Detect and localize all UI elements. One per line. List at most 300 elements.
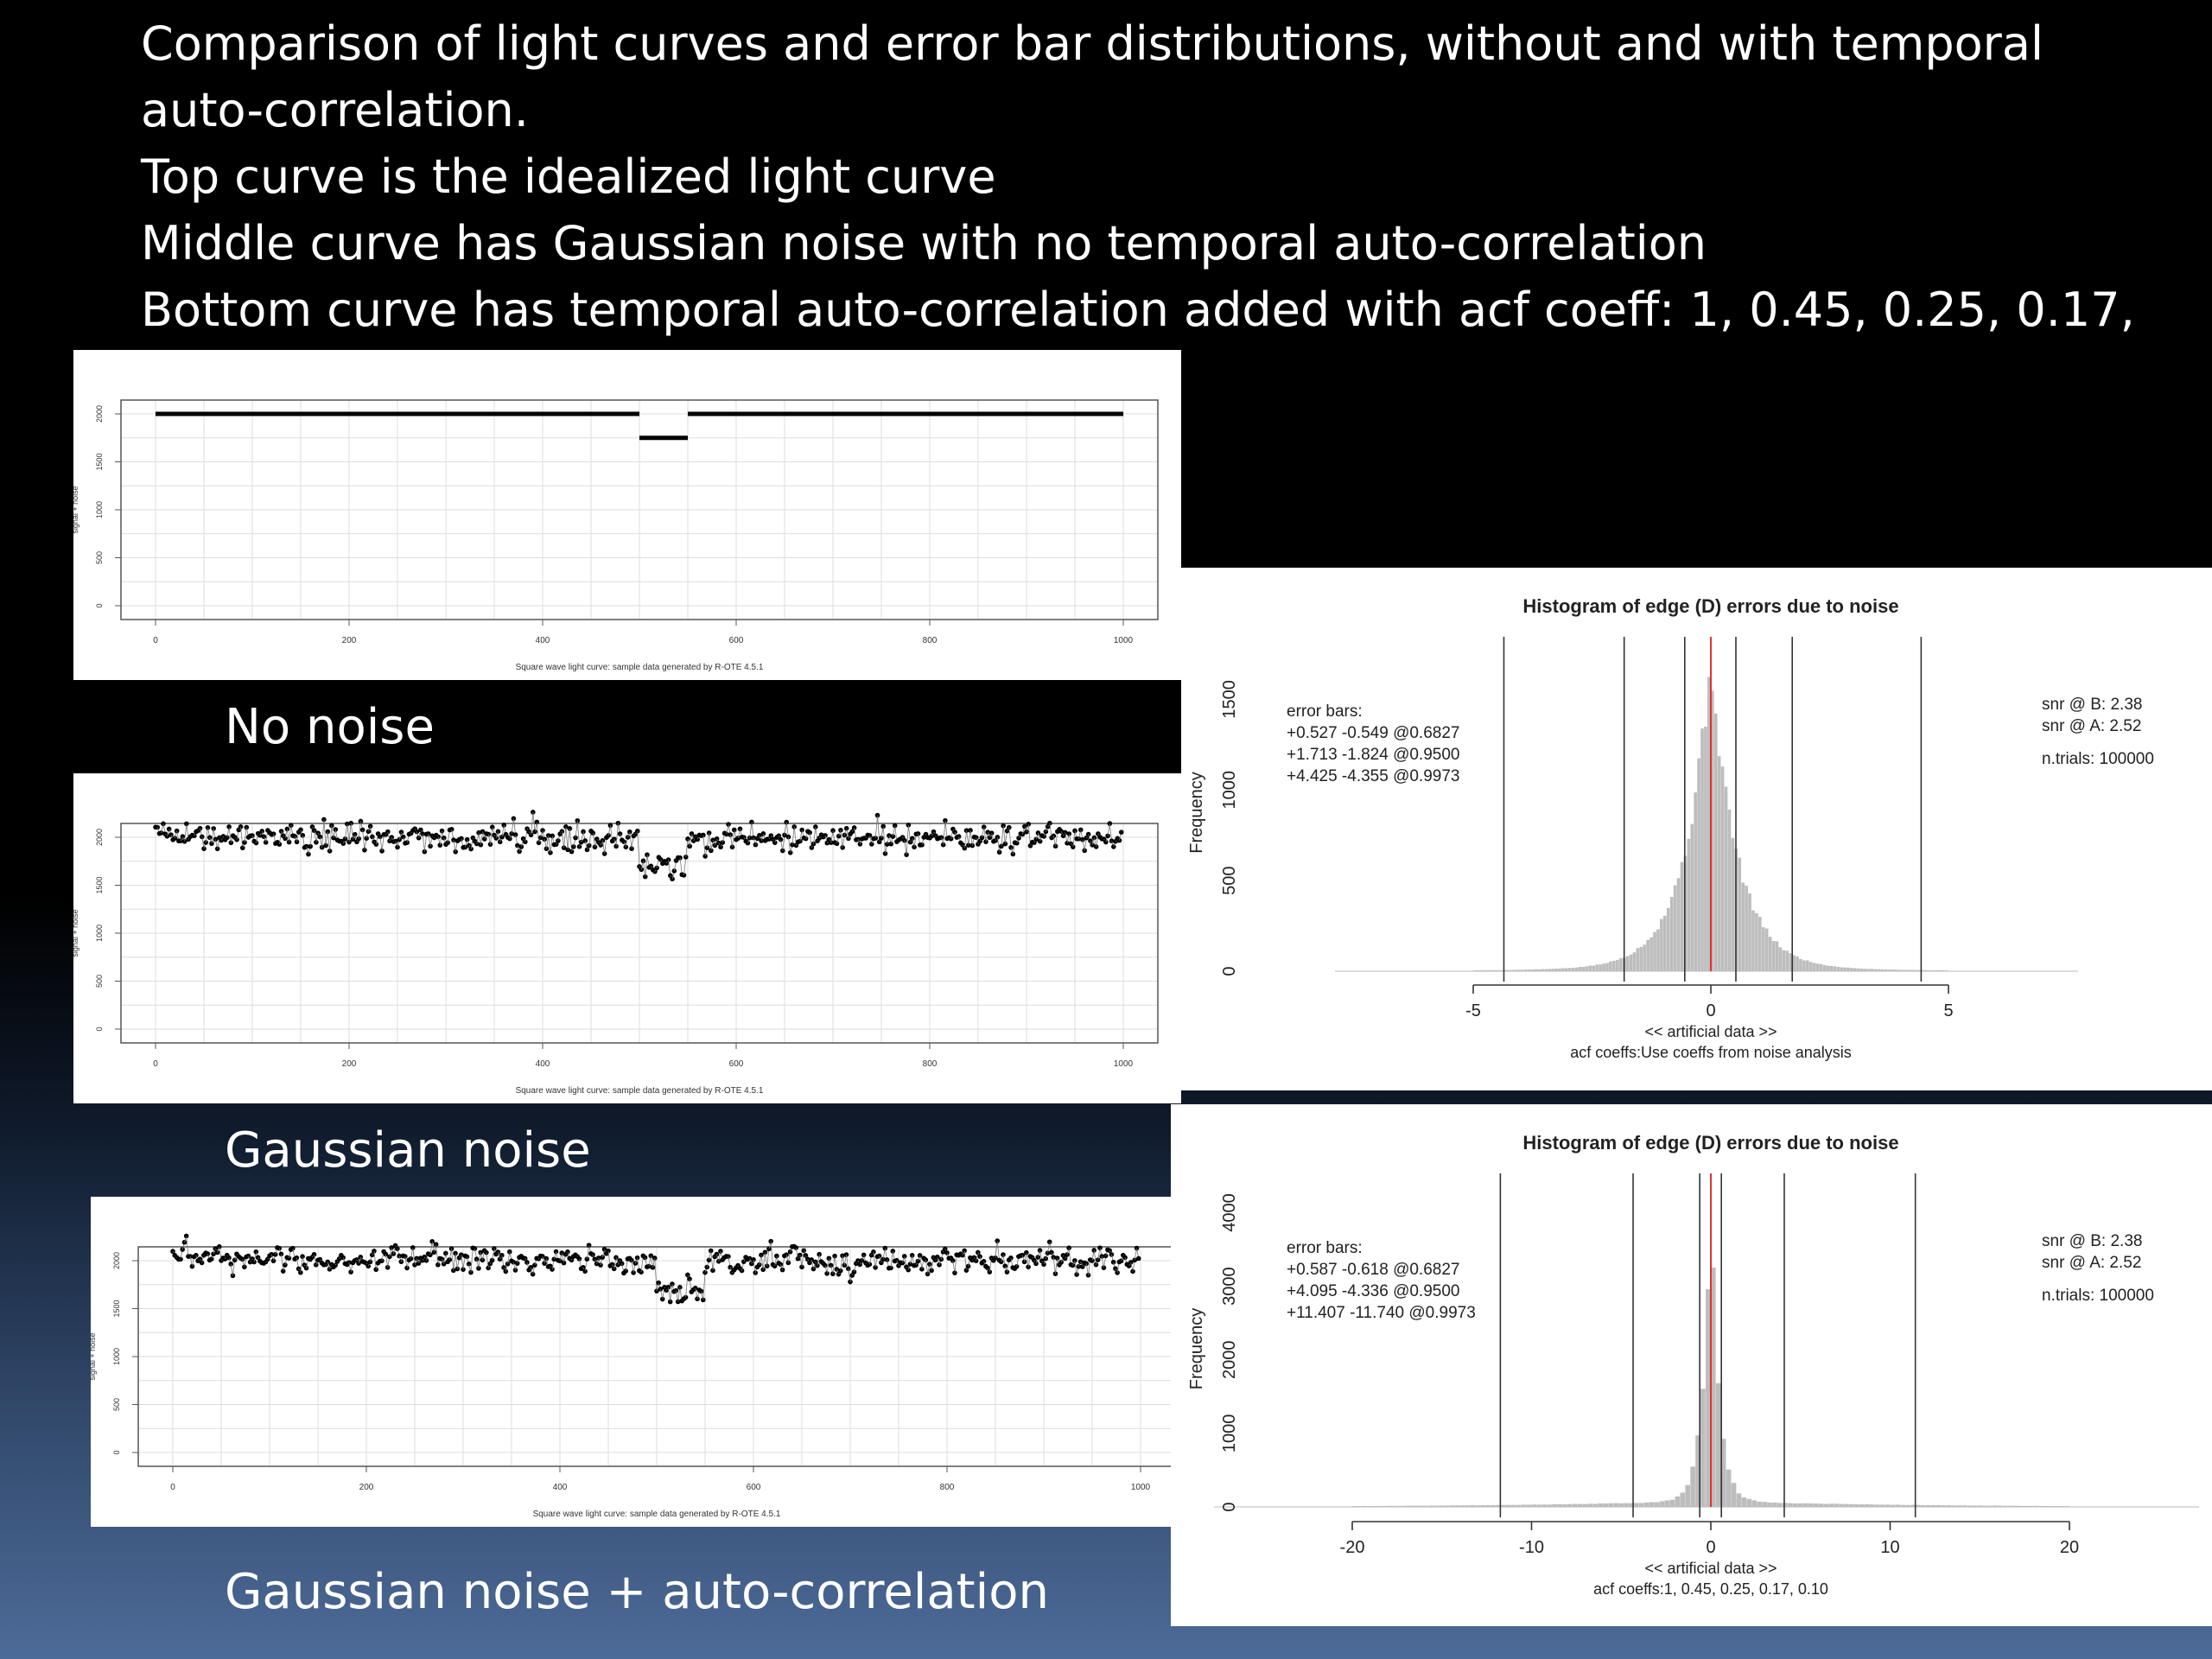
histogram-bar — [1884, 969, 1887, 971]
light-curve-segment — [841, 830, 842, 848]
histogram-bar — [1957, 1505, 1962, 1507]
light-curve-point — [287, 1255, 292, 1261]
histogram-bar — [1911, 970, 1915, 971]
histogram-bar — [1769, 937, 1772, 971]
error-bar-entry: +4.425 -4.355 @0.9973 — [1287, 767, 1460, 785]
x-tick-label: 200 — [341, 1059, 357, 1069]
histogram-bar — [1578, 1504, 1583, 1507]
light-curve-point — [215, 1250, 220, 1255]
light-curve-point — [1092, 836, 1097, 841]
histogram-bar — [1630, 955, 1633, 971]
histogram-bar — [1643, 944, 1646, 971]
histogram-bar — [1455, 1505, 1460, 1507]
histogram-bar — [1796, 957, 1799, 971]
histogram-bar — [1567, 1504, 1573, 1507]
histogram-bar — [1755, 913, 1758, 971]
subtitle: acf coeffs:1, 0.45, 0.25, 0.17, 0.10 — [1593, 1580, 1828, 1598]
histogram-bar — [1827, 966, 1830, 971]
x-tick-label: 400 — [552, 1483, 568, 1492]
light-curve-point — [633, 1261, 639, 1266]
light-curve-point — [306, 852, 311, 857]
light-curve-segment — [363, 830, 365, 849]
x-axis-label: Square wave light curve: sample data generated by R-OTE 4.5.1 — [532, 1510, 781, 1519]
histogram-bar — [1871, 969, 1874, 971]
histogram-bar — [1602, 963, 1605, 971]
light-curve-segment — [771, 1242, 772, 1265]
histogram-bar — [1582, 967, 1586, 971]
histogram-bar — [1510, 970, 1514, 971]
histogram-bar — [1803, 1503, 1808, 1507]
ntrials-label: n.trials: 100000 — [2042, 1287, 2154, 1305]
x-tick-label: 0 — [153, 1059, 158, 1069]
x-tick-label: 1000 — [1130, 1483, 1151, 1492]
histogram-bar — [1378, 1506, 1383, 1507]
light-curve-point — [283, 1262, 288, 1268]
histogram-bar — [1942, 1505, 1947, 1507]
light-curve-point — [246, 1254, 251, 1259]
histogram-bar — [1593, 1503, 1599, 1507]
light-curve-point — [442, 836, 447, 841]
histogram-bar — [1751, 1500, 1757, 1507]
x-tick-label: -5 — [1465, 1001, 1481, 1020]
x-tick-label: 1000 — [1113, 636, 1134, 645]
light-curve-point — [919, 842, 925, 848]
y-tick-label: 1500 — [1220, 680, 1239, 719]
intro-line-3: Middle curve has Gaussian noise with no temporal auto-correlation — [141, 216, 1707, 270]
histogram-bar — [1728, 810, 1732, 971]
light-curve-point — [1136, 1256, 1141, 1262]
x-tick-label: 0 — [170, 1483, 175, 1492]
histogram-bar — [1982, 1506, 1987, 1507]
histogram-bar — [1834, 1503, 1839, 1507]
x-tick-label: 200 — [341, 636, 357, 645]
histogram-bar — [1854, 1504, 1859, 1507]
light-curve-point — [200, 1261, 205, 1266]
histogram-bar — [1545, 969, 1548, 971]
histogram-bar — [1904, 969, 1908, 971]
histogram-bar — [1777, 1503, 1783, 1507]
histogram-bar — [1688, 839, 1691, 971]
light-curve-point — [944, 1250, 950, 1255]
x-tick-label: -10 — [1519, 1538, 1544, 1557]
snr-b-label: snr @ B: 2.38 — [2042, 696, 2143, 714]
light-curve-point — [804, 836, 809, 842]
light-curve-segment — [562, 831, 563, 848]
light-curve-point — [565, 1249, 570, 1255]
light-curve-point — [1038, 839, 1043, 844]
histogram-bar — [1383, 1506, 1389, 1507]
light-curve-point — [827, 1255, 832, 1261]
histogram-bar — [2044, 1506, 2049, 1507]
histogram-bar — [1820, 964, 1823, 971]
histogram-bar — [1945, 970, 1948, 971]
light-curve-point — [939, 835, 944, 840]
light-curve-segment — [875, 816, 877, 838]
light-curve-point — [519, 844, 524, 849]
histogram-bar — [2059, 1506, 2064, 1507]
histogram-bar — [1895, 1504, 1900, 1507]
histogram-bar — [1535, 969, 1538, 971]
histogram-bar — [1783, 1503, 1788, 1507]
histogram-bar — [2064, 1506, 2069, 1507]
light-curve-point — [432, 1249, 437, 1255]
y-axis-label: signal + noise — [71, 486, 79, 534]
light-curve-point — [1055, 1255, 1060, 1261]
light-curve-point — [1111, 1260, 1116, 1265]
histogram-bar — [1952, 1505, 1957, 1507]
histogram-bar — [1839, 1504, 1844, 1507]
light-curve-segment — [289, 825, 291, 842]
histogram-bar — [1473, 970, 1477, 971]
histogram-bar — [1776, 941, 1779, 971]
histogram-bar — [1586, 966, 1589, 971]
histogram-bar — [1905, 1505, 1910, 1507]
histogram-bar — [1987, 1506, 1993, 1507]
light-curve-point — [801, 1249, 806, 1254]
histogram-bar — [1725, 787, 1728, 971]
light-curve-point — [715, 1252, 720, 1257]
light-curve-point — [746, 841, 751, 846]
light-curve-panel-gaussian — [73, 773, 1181, 1103]
y-tick-label: 2000 — [112, 1251, 121, 1270]
histogram-bar — [1738, 858, 1741, 971]
histogram-bar — [1424, 1506, 1429, 1507]
y-axis-label: signal + noise — [88, 1332, 97, 1381]
histogram-bar — [1819, 1503, 1824, 1507]
histogram-bar — [1516, 1505, 1522, 1507]
y-tick-label: 500 — [1220, 866, 1239, 895]
x-tick-label: 400 — [535, 636, 550, 645]
histogram-bar — [1809, 962, 1813, 971]
light-curve-segment — [549, 836, 550, 853]
light-curve-point — [997, 849, 1002, 855]
histogram-bar — [1527, 1504, 1532, 1507]
histogram-bar — [1880, 969, 1884, 971]
light-curve-point — [537, 840, 542, 845]
light-curve-point — [365, 1264, 371, 1269]
light-curve-segment — [1003, 826, 1005, 844]
histogram-bar — [2008, 1506, 2013, 1507]
histogram-bar — [1675, 1497, 1681, 1507]
histogram-bar — [1762, 927, 1765, 971]
histogram-bar — [1721, 766, 1725, 971]
light-curve-segment — [1109, 823, 1111, 841]
light-curve-point — [877, 1254, 882, 1259]
histogram-bar — [1599, 1503, 1604, 1507]
histogram-bar — [1741, 882, 1745, 971]
light-curve-panel-gaussian-acf — [88, 1197, 1181, 1527]
histogram-bar — [2049, 1506, 2054, 1507]
histogram-bar — [1758, 917, 1762, 971]
light-curve-point — [416, 836, 422, 841]
histogram-bar — [1844, 1504, 1849, 1507]
histogram-bar — [1908, 969, 1911, 971]
histogram-bar — [1865, 1504, 1870, 1507]
x-tick-label: -20 — [1339, 1538, 1365, 1557]
histogram-bar — [1608, 1503, 1613, 1507]
snr-a-label: snr @ A: 2.52 — [2042, 717, 2142, 735]
light-curve-point — [467, 1262, 472, 1267]
error-bars-label: error bars: — [1287, 1239, 1363, 1257]
histogram-bar — [1531, 969, 1535, 971]
histogram-bar — [1859, 1504, 1865, 1507]
histogram-bar — [1947, 1505, 1952, 1507]
light-curve-segment — [883, 826, 885, 853]
histogram-panel-gaussian — [1181, 568, 2212, 1090]
light-curve-point — [784, 1252, 789, 1257]
histogram-bar — [1793, 1503, 1798, 1507]
histogram-bar — [1967, 1505, 1972, 1507]
histogram-bar — [1445, 1505, 1450, 1507]
histogram-bar — [1802, 960, 1806, 971]
histogram-bar — [1573, 1504, 1578, 1507]
histogram-bar — [1887, 969, 1891, 971]
y-tick-label: 0 — [1220, 1502, 1239, 1512]
light-curve-point — [209, 1256, 214, 1262]
light-curve-point — [1014, 841, 1020, 846]
histogram-bar — [1681, 862, 1684, 971]
histogram-bar — [2003, 1506, 2008, 1507]
histogram-bar — [1491, 1505, 1496, 1507]
histogram-bar — [1680, 1492, 1685, 1507]
histogram-bar — [1616, 960, 1619, 971]
y-tick-label: 0 — [112, 1450, 121, 1455]
histogram-bar — [1639, 1503, 1644, 1507]
histogram-bar — [1414, 1506, 1419, 1507]
histogram-bar — [1836, 967, 1840, 971]
histogram-bar — [1677, 878, 1681, 971]
histogram-bar — [1847, 968, 1850, 971]
light-curve-segment — [630, 832, 632, 849]
histogram-bar — [1757, 1502, 1762, 1507]
histogram-bar — [1931, 970, 1935, 971]
light-curve-point — [359, 819, 364, 824]
histogram-bar — [1663, 916, 1667, 971]
histogram-bar — [1592, 966, 1596, 971]
light-curve-segment — [733, 830, 734, 847]
light-curve-point — [1016, 836, 1021, 841]
histogram-bar — [1398, 1506, 1403, 1507]
histogram-bar — [1557, 1504, 1562, 1507]
histogram-bar — [1618, 1503, 1624, 1507]
histogram-bar — [1565, 968, 1568, 971]
light-curve-point — [799, 828, 804, 833]
histogram-bar — [1823, 1504, 1828, 1507]
histogram-bar — [1748, 893, 1751, 971]
histogram-bar — [1928, 970, 1931, 971]
x-tick-label: 400 — [535, 1059, 550, 1069]
histogram-bar — [1900, 1505, 1905, 1507]
histogram-bar — [1497, 970, 1501, 971]
histogram-bar — [1706, 1289, 1711, 1507]
histogram-bar — [2038, 1506, 2044, 1507]
light-curve-point — [435, 835, 441, 840]
histogram-bar — [1767, 1503, 1772, 1507]
histogram-bar — [1440, 1505, 1445, 1507]
histogram-bar — [1972, 1505, 1977, 1507]
chart-title: Histogram of edge (D) errors due to noise — [1522, 1132, 1899, 1154]
y-tick-label: 0 — [95, 603, 104, 608]
histogram-bar — [1833, 966, 1836, 971]
light-curve-panel-no-noise — [73, 350, 1181, 680]
light-curve-point — [1071, 1263, 1076, 1268]
light-curve-point — [977, 1254, 982, 1259]
histogram-bar — [1726, 1470, 1732, 1507]
light-curve-point — [774, 1254, 779, 1259]
histogram-bar — [1745, 886, 1748, 971]
light-curve-point — [761, 831, 766, 836]
x-axis-label: << artificial data >> — [1644, 1560, 1777, 1577]
histogram-bar — [1891, 1505, 1896, 1507]
histogram-bar — [1737, 1493, 1742, 1507]
error-bar-entry: +11.407 -11.740 @0.9973 — [1287, 1304, 1476, 1322]
light-curve-point — [492, 1246, 497, 1251]
histogram-bar — [1700, 1389, 1706, 1507]
light-curve-point — [554, 1249, 559, 1255]
histogram-bar — [1891, 969, 1894, 971]
light-curve-point — [848, 1280, 853, 1285]
histogram-bar — [1799, 959, 1802, 971]
histogram-bar — [1938, 970, 1942, 971]
histogram-bar — [1823, 965, 1827, 971]
light-curve-point — [974, 1258, 979, 1263]
histogram-panel-gaussian-acf — [1171, 1104, 2212, 1626]
histogram-bar — [1656, 929, 1660, 971]
light-curve-segment — [1053, 1257, 1055, 1274]
light-curve-point — [515, 1261, 520, 1266]
y-tick-label: 1500 — [95, 453, 104, 471]
x-tick-label: 0 — [1706, 1538, 1716, 1557]
ntrials-label: n.trials: 100000 — [2042, 750, 2154, 768]
histogram-bar — [1352, 1506, 1357, 1507]
histogram-bar — [1853, 968, 1857, 971]
histogram-bar — [1814, 1503, 1819, 1507]
histogram-bar — [1538, 969, 1541, 971]
light-curve-point — [1097, 1245, 1103, 1250]
light-curve-point — [1119, 830, 1124, 835]
y-tick-label: 500 — [112, 1397, 121, 1412]
histogram-bar — [1670, 1500, 1675, 1507]
y-axis-label: Frequency — [1187, 772, 1206, 854]
histogram-bar — [2018, 1506, 2024, 1507]
histogram-bar — [1660, 919, 1663, 971]
histogram-bar — [1484, 970, 1487, 971]
subtitle: acf coeffs:Use coeffs from noise analysis — [1570, 1044, 1852, 1061]
histogram-bar — [1977, 1505, 1982, 1507]
histogram-bar — [1434, 1506, 1440, 1507]
light-curve-point — [960, 1253, 965, 1258]
light-curve-point — [823, 1263, 828, 1268]
histogram-bar — [1690, 824, 1694, 971]
histogram-bar — [1522, 1504, 1527, 1507]
histogram-bar — [1568, 968, 1572, 971]
histogram-bar — [1633, 952, 1637, 971]
light-curve-point — [490, 824, 495, 830]
histogram-bar — [1779, 947, 1783, 971]
histogram-bar — [1690, 1466, 1695, 1507]
histogram-bar — [1460, 1505, 1465, 1507]
histogram-bar — [1588, 1503, 1593, 1507]
histogram-bar — [2024, 1506, 2029, 1507]
light-curve-point — [180, 1247, 185, 1252]
light-curve-segment — [1069, 1248, 1071, 1264]
histogram-bar — [1609, 962, 1612, 971]
histogram-bar — [1670, 897, 1674, 971]
histogram-bar — [1599, 964, 1602, 971]
histogram-bar — [1644, 1503, 1649, 1507]
light-curve-point — [590, 1252, 595, 1257]
light-curve-point — [281, 1268, 286, 1274]
light-curve-point — [888, 842, 893, 847]
histogram-bar — [1389, 1506, 1394, 1507]
x-tick-label: 0 — [153, 636, 158, 645]
histogram-bar — [1874, 969, 1878, 971]
histogram-bar — [1541, 1504, 1547, 1507]
histogram-bar — [1857, 969, 1860, 971]
histogram-bar — [1916, 1505, 1921, 1507]
light-curve-point — [699, 1289, 704, 1294]
histogram-bar — [1935, 970, 1938, 971]
x-tick-label: 20 — [2059, 1538, 2080, 1557]
histogram-bar — [1885, 1504, 1891, 1507]
histogram-bar — [1828, 1503, 1834, 1507]
light-curve-point — [910, 836, 915, 841]
histogram-bar — [1751, 911, 1755, 971]
light-curve-segment — [454, 1253, 455, 1270]
light-curve-point — [198, 826, 203, 831]
light-curve-segment — [891, 1251, 893, 1268]
light-curve-point — [206, 1251, 211, 1256]
light-curve-segment — [281, 1254, 283, 1271]
light-curve-segment — [327, 832, 329, 851]
light-curve-point — [496, 1249, 501, 1255]
snr-b-label: snr @ B: 2.38 — [2042, 1232, 2143, 1250]
x-axis-label: Square wave light curve: sample data generated by R-OTE 4.5.1 — [515, 663, 764, 672]
histogram-bar — [1589, 965, 1592, 971]
histogram-bar — [1393, 1506, 1398, 1507]
y-tick-label: 1500 — [95, 876, 104, 894]
histogram-bar — [1936, 1505, 1942, 1507]
light-curve-segment — [944, 821, 945, 845]
histogram-bar — [1700, 728, 1704, 971]
y-axis-label: Frequency — [1187, 1307, 1206, 1390]
histogram-bar — [1429, 1505, 1434, 1507]
histogram-bar — [1843, 968, 1847, 971]
histogram-bar — [1475, 1505, 1480, 1507]
histogram-bar — [1772, 1503, 1777, 1507]
histogram-bar — [1408, 1506, 1414, 1507]
histogram-bar — [1494, 970, 1497, 971]
light-curve-point — [885, 1257, 890, 1262]
light-curve-segment — [908, 825, 910, 842]
histogram-bar — [1605, 963, 1609, 971]
histogram-bar — [2029, 1506, 2034, 1507]
histogram-bar — [1583, 1504, 1588, 1507]
histogram-bar — [1595, 964, 1599, 971]
light-curve-segment — [513, 818, 515, 835]
histogram-bar — [1694, 792, 1697, 971]
x-tick-label: 200 — [359, 1483, 374, 1492]
histogram-bar — [1536, 1504, 1541, 1507]
light-curve-point — [788, 850, 793, 855]
histogram-bar — [1624, 1503, 1629, 1507]
histogram-bar — [1491, 970, 1494, 971]
histogram-bar — [1521, 969, 1524, 971]
light-curve-segment — [471, 1248, 473, 1272]
histogram-bar — [1655, 1502, 1660, 1507]
histogram-bar — [1867, 969, 1871, 971]
light-curve-chart-no-noise — [73, 350, 1181, 680]
